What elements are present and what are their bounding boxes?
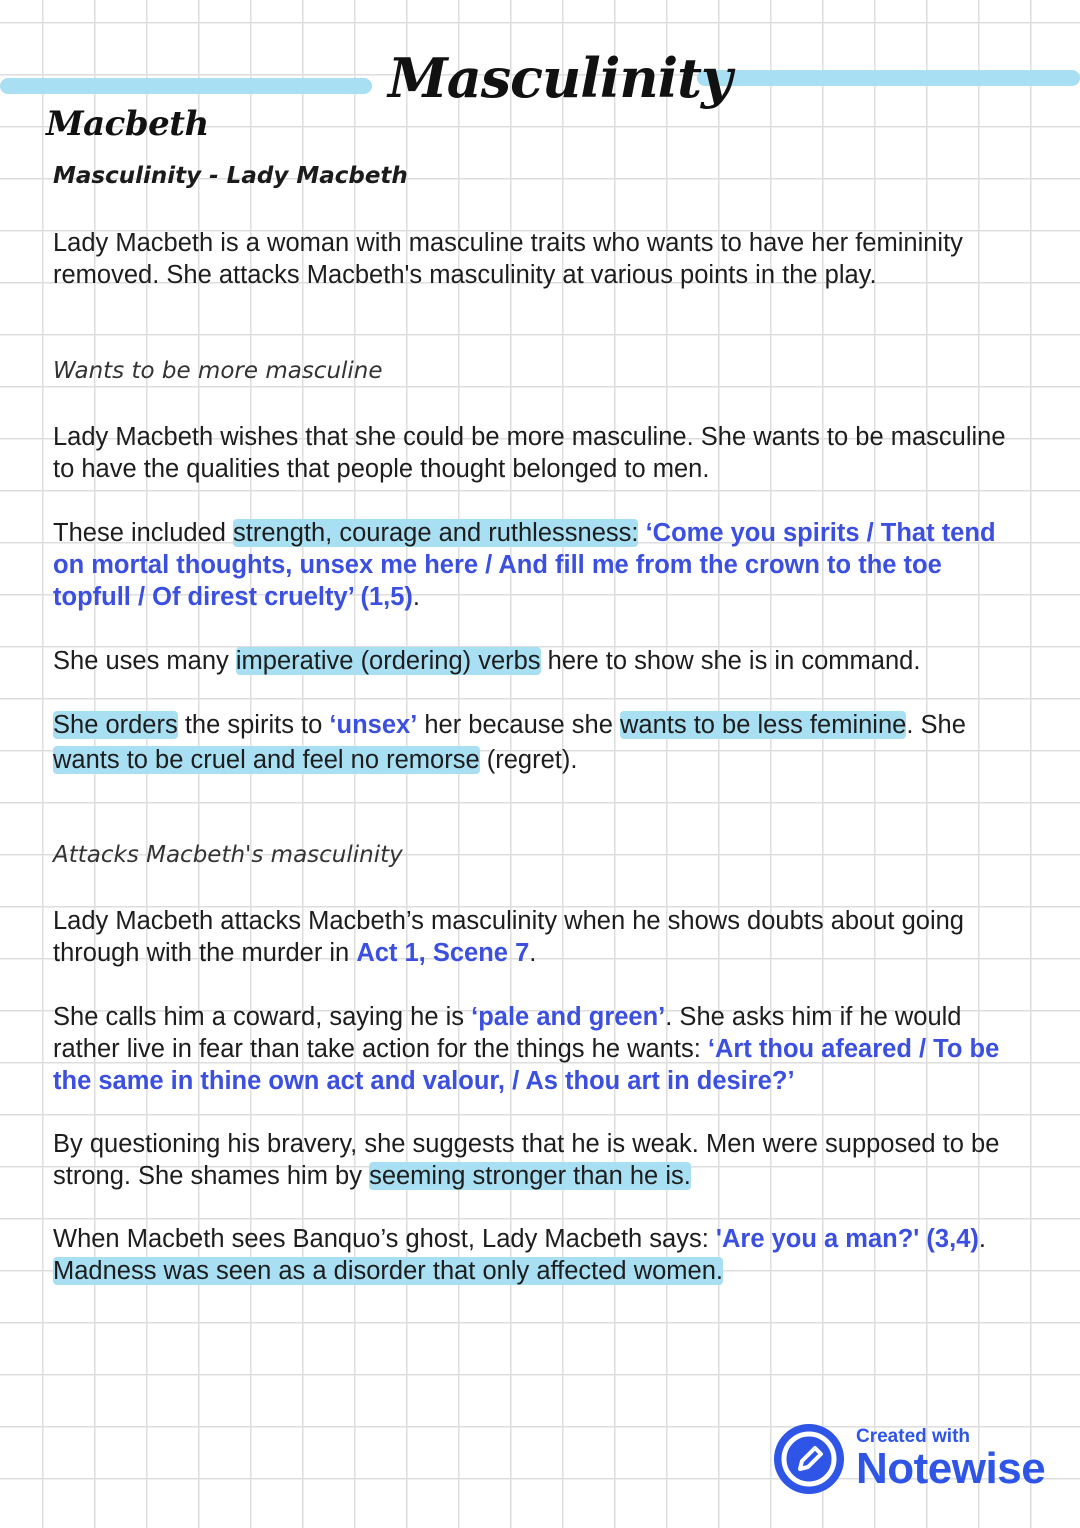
text-run: She calls him a coward, saying he is [53, 1003, 472, 1031]
quote: 'Are you a man?' (3,4) [715, 1225, 979, 1253]
quote: ‘unsex’ [329, 711, 418, 739]
highlight: strength, courage and ruthlessness: [233, 519, 639, 547]
text-run: . She [906, 711, 966, 739]
quote: ‘Come you spirits / That tend on mortal thoughts, unsex me here / And fill me from the crown to the toe topfull / Of direst cruelty’ (1,5) [53, 519, 996, 611]
paragraph-attacks [53, 905, 1023, 969]
text-run: the spirits to [177, 711, 330, 739]
subheading-attacks: Attacks Macbeth's masculinity [53, 842, 403, 868]
text-run: These included [53, 519, 234, 547]
brand-name: Notewise [856, 1444, 1046, 1493]
highlight: Madness was seen as a disorder that only affected women. [53, 1257, 723, 1285]
paragraph-ghost [53, 1223, 1023, 1287]
highlight: wants to be less feminine [620, 711, 907, 739]
highlight: wants to be cruel and feel no remorse [53, 746, 480, 774]
paragraph-imperative [53, 645, 1023, 677]
text-run: . [978, 1225, 986, 1253]
page-title: Masculinity [388, 46, 732, 110]
text-run: She uses many [53, 647, 236, 675]
section-heading: Masculinity - Lady Macbeth [53, 163, 408, 189]
intro-paragraph: Lady Macbeth is a woman with masculine traits who wants to have her femininity removed. She attacks Macbeth's masculinity at various points in the play. [53, 229, 963, 289]
created-with-label: Created with [856, 1426, 971, 1447]
text-run: here to show she is in command. [540, 647, 921, 675]
subheading-wants-masculine: Wants to be more masculine [53, 358, 383, 384]
highlight: imperative (ordering) verbs [235, 647, 541, 675]
notewise-badge [774, 1422, 1054, 1498]
text-run: (regret). [479, 746, 578, 774]
highlight: seeming stronger than he is. [369, 1162, 691, 1190]
text-run [638, 519, 645, 547]
paragraph-bravery [53, 1128, 1023, 1192]
quote: Act 1, Scene 7 [356, 939, 530, 967]
text-run: Lady Macbeth attacks Macbeth’s masculinity when he shows doubts about going through with the murder in [53, 907, 964, 967]
highlight: She orders [53, 711, 178, 739]
pencil-icon [774, 1424, 844, 1494]
title-highlight-stroke-left [0, 78, 372, 94]
subject-title: Macbeth [46, 104, 209, 144]
text-run: By questioning his bravery, she suggests that he is weak. Men were supposed to be strong. She shames him by [53, 1130, 1000, 1190]
text-run: When Macbeth sees Banquo’s ghost, Lady Macbeth says: [53, 1225, 716, 1253]
paragraph-unsex [53, 708, 1023, 778]
text-run: . [529, 939, 537, 967]
text-run: her because she [417, 711, 620, 739]
paragraph-wishes: Lady Macbeth wishes that she could be more masculine. She wants to be masculine to have the qualities that people thought belonged to men. [53, 423, 1006, 483]
paragraph-qualities [53, 517, 1023, 613]
quote: ‘Art thou afeared / To be the same in thine own act and valour, / As thou art in desire?’ [53, 1035, 1000, 1095]
quote: ‘pale and green’ [471, 1003, 666, 1031]
text-run: . [412, 583, 420, 611]
title-highlight-stroke-right [697, 70, 1080, 86]
paragraph-coward [53, 1001, 1023, 1097]
text-run: . She asks him if he would rather live in fear than take action for the things he wants: [53, 1003, 962, 1063]
